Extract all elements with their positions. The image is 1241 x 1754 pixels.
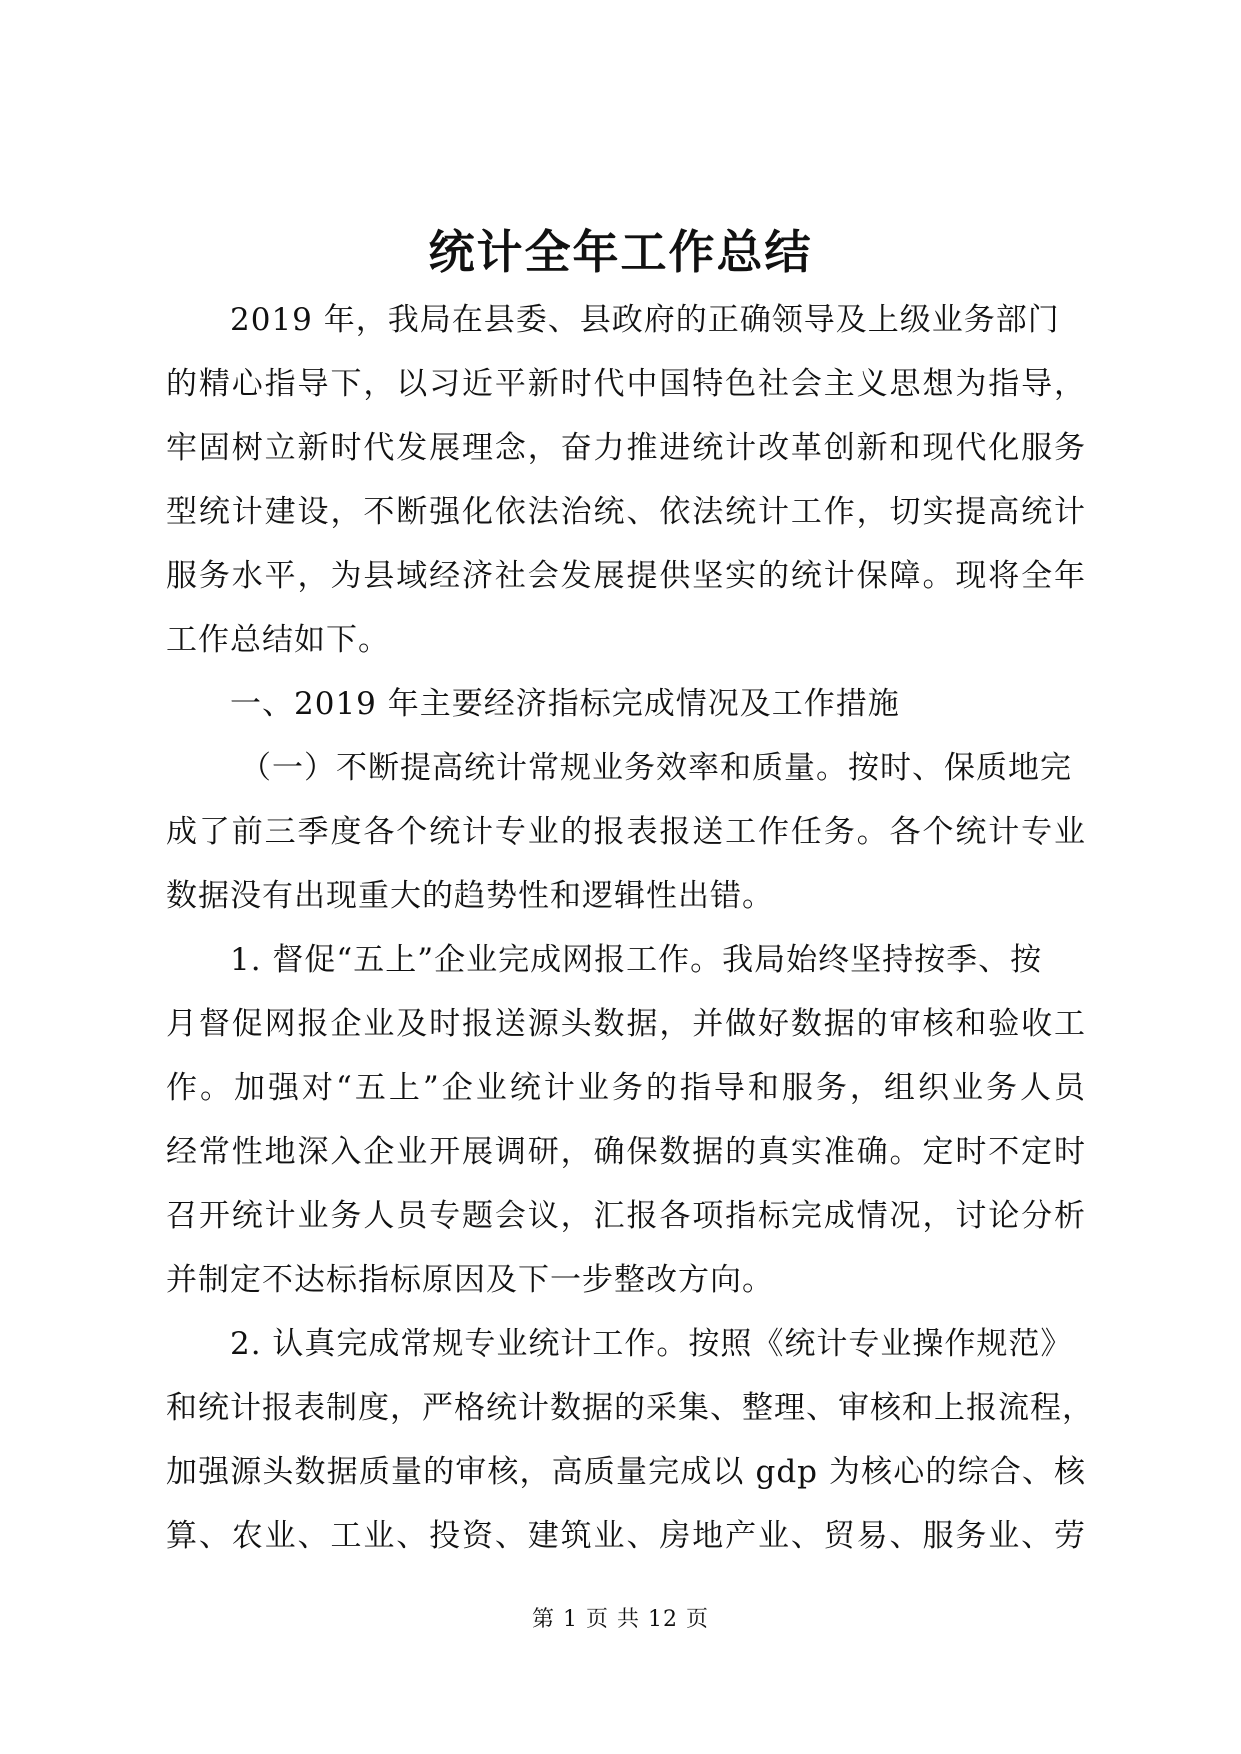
paragraph-line: 作。加强对“五上”企业统计业务的指导和服务，组织业务人员 — [166, 1070, 1086, 1106]
paragraph-line: （一）不断提高统计常规业务效率和质量。按时、保质地完 — [240, 750, 1072, 786]
paragraph-line: 并制定不达标指标原因及下一步整改方向。 — [166, 1262, 774, 1298]
section-heading: 一、2019 年主要经济指标完成情况及工作措施 — [230, 686, 900, 722]
page-number: 第 1 页 共 12 页 — [532, 1607, 709, 1632]
paragraph-line: 召开统计业务人员专题会议，汇报各项指标完成情况，讨论分析 — [166, 1198, 1086, 1234]
paragraph-line: 月督促网报企业及时报送源头数据，并做好数据的审核和验收工 — [166, 1006, 1086, 1042]
paragraph-line: 算、农业、工业、投资、建筑业、房地产业、贸易、服务业、劳 — [166, 1518, 1086, 1554]
paragraph-line: 工作总结如下。 — [166, 622, 390, 658]
paragraph-line: 1. 督促“五上”企业完成网报工作。我局始终坚持按季、按 — [230, 942, 1043, 978]
paragraph-line: 2. 认真完成常规专业统计工作。按照《统计专业操作规范》 — [230, 1326, 1073, 1362]
paragraph-line: 服务水平，为县域经济社会发展提供坚实的统计保障。现将全年 — [166, 558, 1086, 594]
paragraph-line: 牢固树立新时代发展理念，奋力推进统计改革创新和现代化服务 — [166, 430, 1086, 466]
paragraph-line: 和统计报表制度，严格统计数据的采集、整理、审核和上报流程， — [166, 1390, 1094, 1426]
paragraph-line: 加强源头数据质量的审核，高质量完成以 gdp 为核心的综合、核 — [166, 1454, 1086, 1490]
paragraph-line: 型统计建设，不断强化依法治统、依法统计工作，切实提高统计 — [166, 494, 1086, 530]
document-title: 统计全年工作总结 — [428, 225, 813, 279]
paragraph-line: 成了前三季度各个统计专业的报表报送工作任务。各个统计专业 — [166, 814, 1086, 850]
paragraph-line: 2019 年，我局在县委、县政府的正确领导及上级业务部门 — [230, 302, 1060, 338]
document-body — [166, 288, 1094, 1568]
paragraph-line: 的精心指导下，以习近平新时代中国特色社会主义思想为指导， — [166, 366, 1086, 402]
paragraph-line: 数据没有出现重大的趋势性和逻辑性出错。 — [166, 878, 774, 914]
paragraph-line: 经常性地深入企业开展调研，确保数据的真实准确。定时不定时 — [166, 1134, 1086, 1170]
